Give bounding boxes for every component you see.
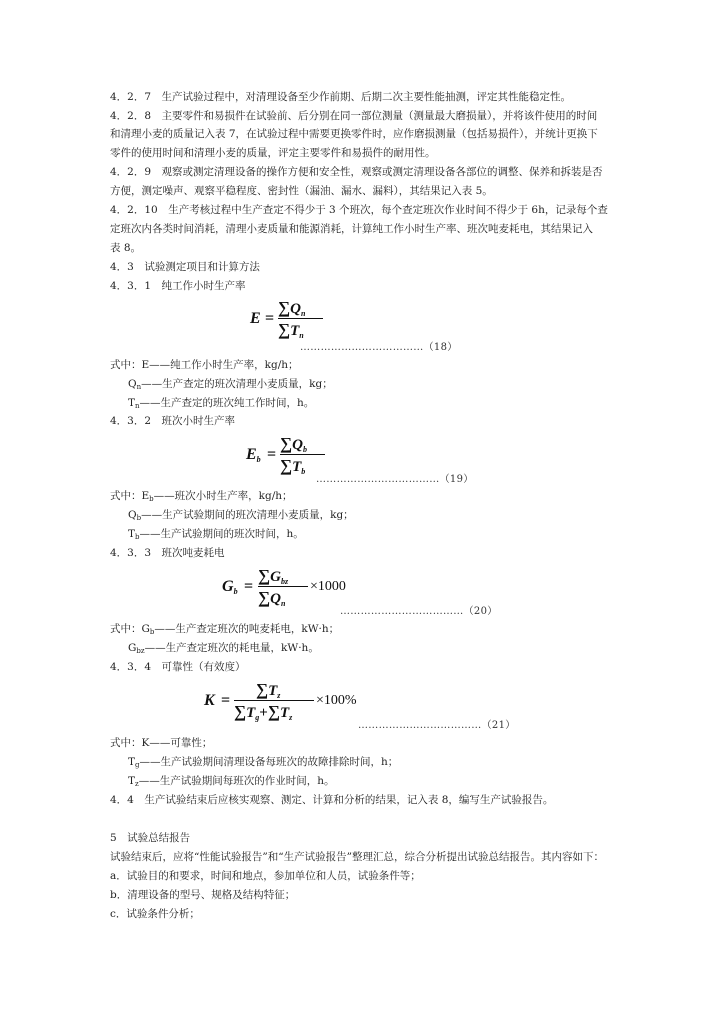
formula-18-equals: = [265, 310, 275, 327]
section-5-item-c: c．试验条件分析； [110, 908, 200, 920]
section-4-3-heading: 4．3 试验测定项目和计算方法 [110, 261, 260, 273]
formula-19-leader: ………………………………（19） [316, 474, 474, 485]
formula-18-lhs: E [250, 310, 261, 327]
formula-21-numerator: $\sum T_z$ [256, 680, 281, 700]
formula-18-leader: ………………………………（18） [300, 342, 458, 353]
clause-4-2-10-line1: 4．2．10 生产考核过程中生产查定不得少于 3 个班次，每个查定班次作业时间不得少于 6h，记录每个查 [110, 204, 608, 216]
formula-19-denominator: $\sum T_b$ [280, 456, 306, 476]
section-5-intro: 试验结束后，应将“性能试验报告”和“生产试验报告”整理汇总，综合分析提出试验总结报告。其内容如下： [110, 851, 604, 863]
formula-21-multiplier: ×100% [316, 693, 357, 708]
formula-19-def-tb: $T_b——$生产试验期间的班次时间，h。 [128, 528, 304, 541]
formula-20-def-gbz: $G_{bz}——$生产查定班次的耗电量，kW·h。 [128, 642, 319, 655]
clause-4-4: 4．4 生产试验结束后应核实观察、测定、计算和分析的结果，记入表 8，编写生产试验报告。 [110, 794, 554, 806]
formula-18-def-tn: $T_n——$生产查定的班次纯工作时间，h。 [128, 397, 315, 410]
clause-4-2-10-line3: 表 8。 [110, 242, 142, 254]
section-5-item-a: a．试验目的和要求，时间和地点，参加单位和人员，试验条件等； [110, 870, 421, 882]
formula-19-def-qb: $Q_b——$生产试验期间的班次清理小麦质量，kg； [128, 509, 354, 522]
section-5-item-b: b．清理设备的型号、规格及结构特征； [110, 889, 296, 901]
formula-21-def-k: 式中：K——可靠性； [110, 737, 213, 749]
formula-19-equals: = [267, 446, 277, 463]
formula-18-numerator: $\sum Q_n$ [278, 298, 306, 318]
formula-19-def-eb: 式中：$E_b——$班次小时生产率，kg/h； [110, 490, 293, 503]
clause-4-2-8-line2: 和清理小麦的质量记入表 7，在试验过程中需要更换零件时，应作磨损测量（包括易损件），并统计更换下 [110, 128, 598, 140]
formula-18-def-e: 式中：E——纯工作小时生产率，kg/h； [110, 359, 299, 371]
formula-21-number: （21） [481, 720, 516, 731]
formula-21-lhs: K [204, 692, 215, 709]
formula-21-denominator: $\sum T_g+\sum T_z$ [234, 702, 293, 722]
section-4-3-4-heading: 4．3．4 可靠性（有效度） [110, 661, 246, 673]
formula-19-numerator: $\sum Q_b$ [280, 434, 307, 454]
clause-4-2-8-line1: 4．2．8 主要零件和易损件在试验前、后分别在同一部位测量（测量最大磨损量），并将该件使用的时间 [110, 110, 598, 122]
clause-4-2-9-line2: 方便，测定噪声、观察平稳程度、密封性（漏油、漏水、漏料），其结果记入表 5。 [110, 185, 493, 197]
formula-21-def-tg: $T_g——$生产试验期间清理设备每班次的故障排除时间，h； [128, 756, 399, 769]
clause-4-2-7: 4．2．7 生产试验过程中，对清理设备至少作前期、后期二次主要性能抽测，评定其性能稳定性。 [110, 91, 572, 103]
section-5-heading: 5 试验总结报告 [110, 832, 191, 844]
formula-18-def-qn: $Q_n——$生产查定的班次清理小麦质量，kg； [128, 378, 333, 391]
formula-20-number: （20） [463, 606, 498, 617]
formula-19-number: （19） [439, 474, 474, 485]
formula-21-equals: = [221, 692, 231, 709]
formula-21-leader: ………………………………（21） [358, 720, 516, 731]
formula-19-lhs: $E_b$ [246, 446, 261, 464]
formula-20-def-gb: 式中：$G_b——$生产查定班次的吨麦耗电，kW·h； [110, 623, 340, 636]
clause-4-2-10-line2: 定班次内各类时间消耗，清理小麦质量和能源消耗，计算纯工作小时生产率、班次吨麦耗电，其结果记入 [110, 223, 593, 235]
section-4-3-2-heading: 4．3．2 班次小时生产率 [110, 415, 236, 427]
formula-20-denominator: $\sum Q_n$ [258, 588, 286, 608]
formula-20-equals: = [244, 578, 254, 595]
formula-18-number: （18） [423, 342, 458, 353]
formula-18-denominator: $\sum T_n$ [278, 320, 304, 340]
section-4-3-3-heading: 4．3．3 班次吨麦耗电 [110, 547, 225, 559]
section-4-3-1-heading: 4．3．1 纯工作小时生产率 [110, 280, 246, 292]
formula-20-numerator: $\sum G_{bz}$ [258, 566, 289, 586]
formula-20-lhs: $G_b$ [222, 578, 238, 596]
clause-4-2-9-line1: 4．2．9 观察或测定清理设备的操作方便和安全性，观察或测定清理设备各部位的调整、保养和拆装是否 [110, 166, 603, 178]
formula-21-def-tz: $T_z——$生产试验期间每班次的作业时间，h。 [128, 775, 335, 788]
formula-20-leader: ………………………………（20） [340, 606, 498, 617]
clause-4-2-8-line3: 零件的使用时间和清理小麦的质量，评定主要零件和易损件的耐用性。 [110, 147, 436, 159]
formula-20-multiplier: ×1000 [310, 579, 346, 594]
